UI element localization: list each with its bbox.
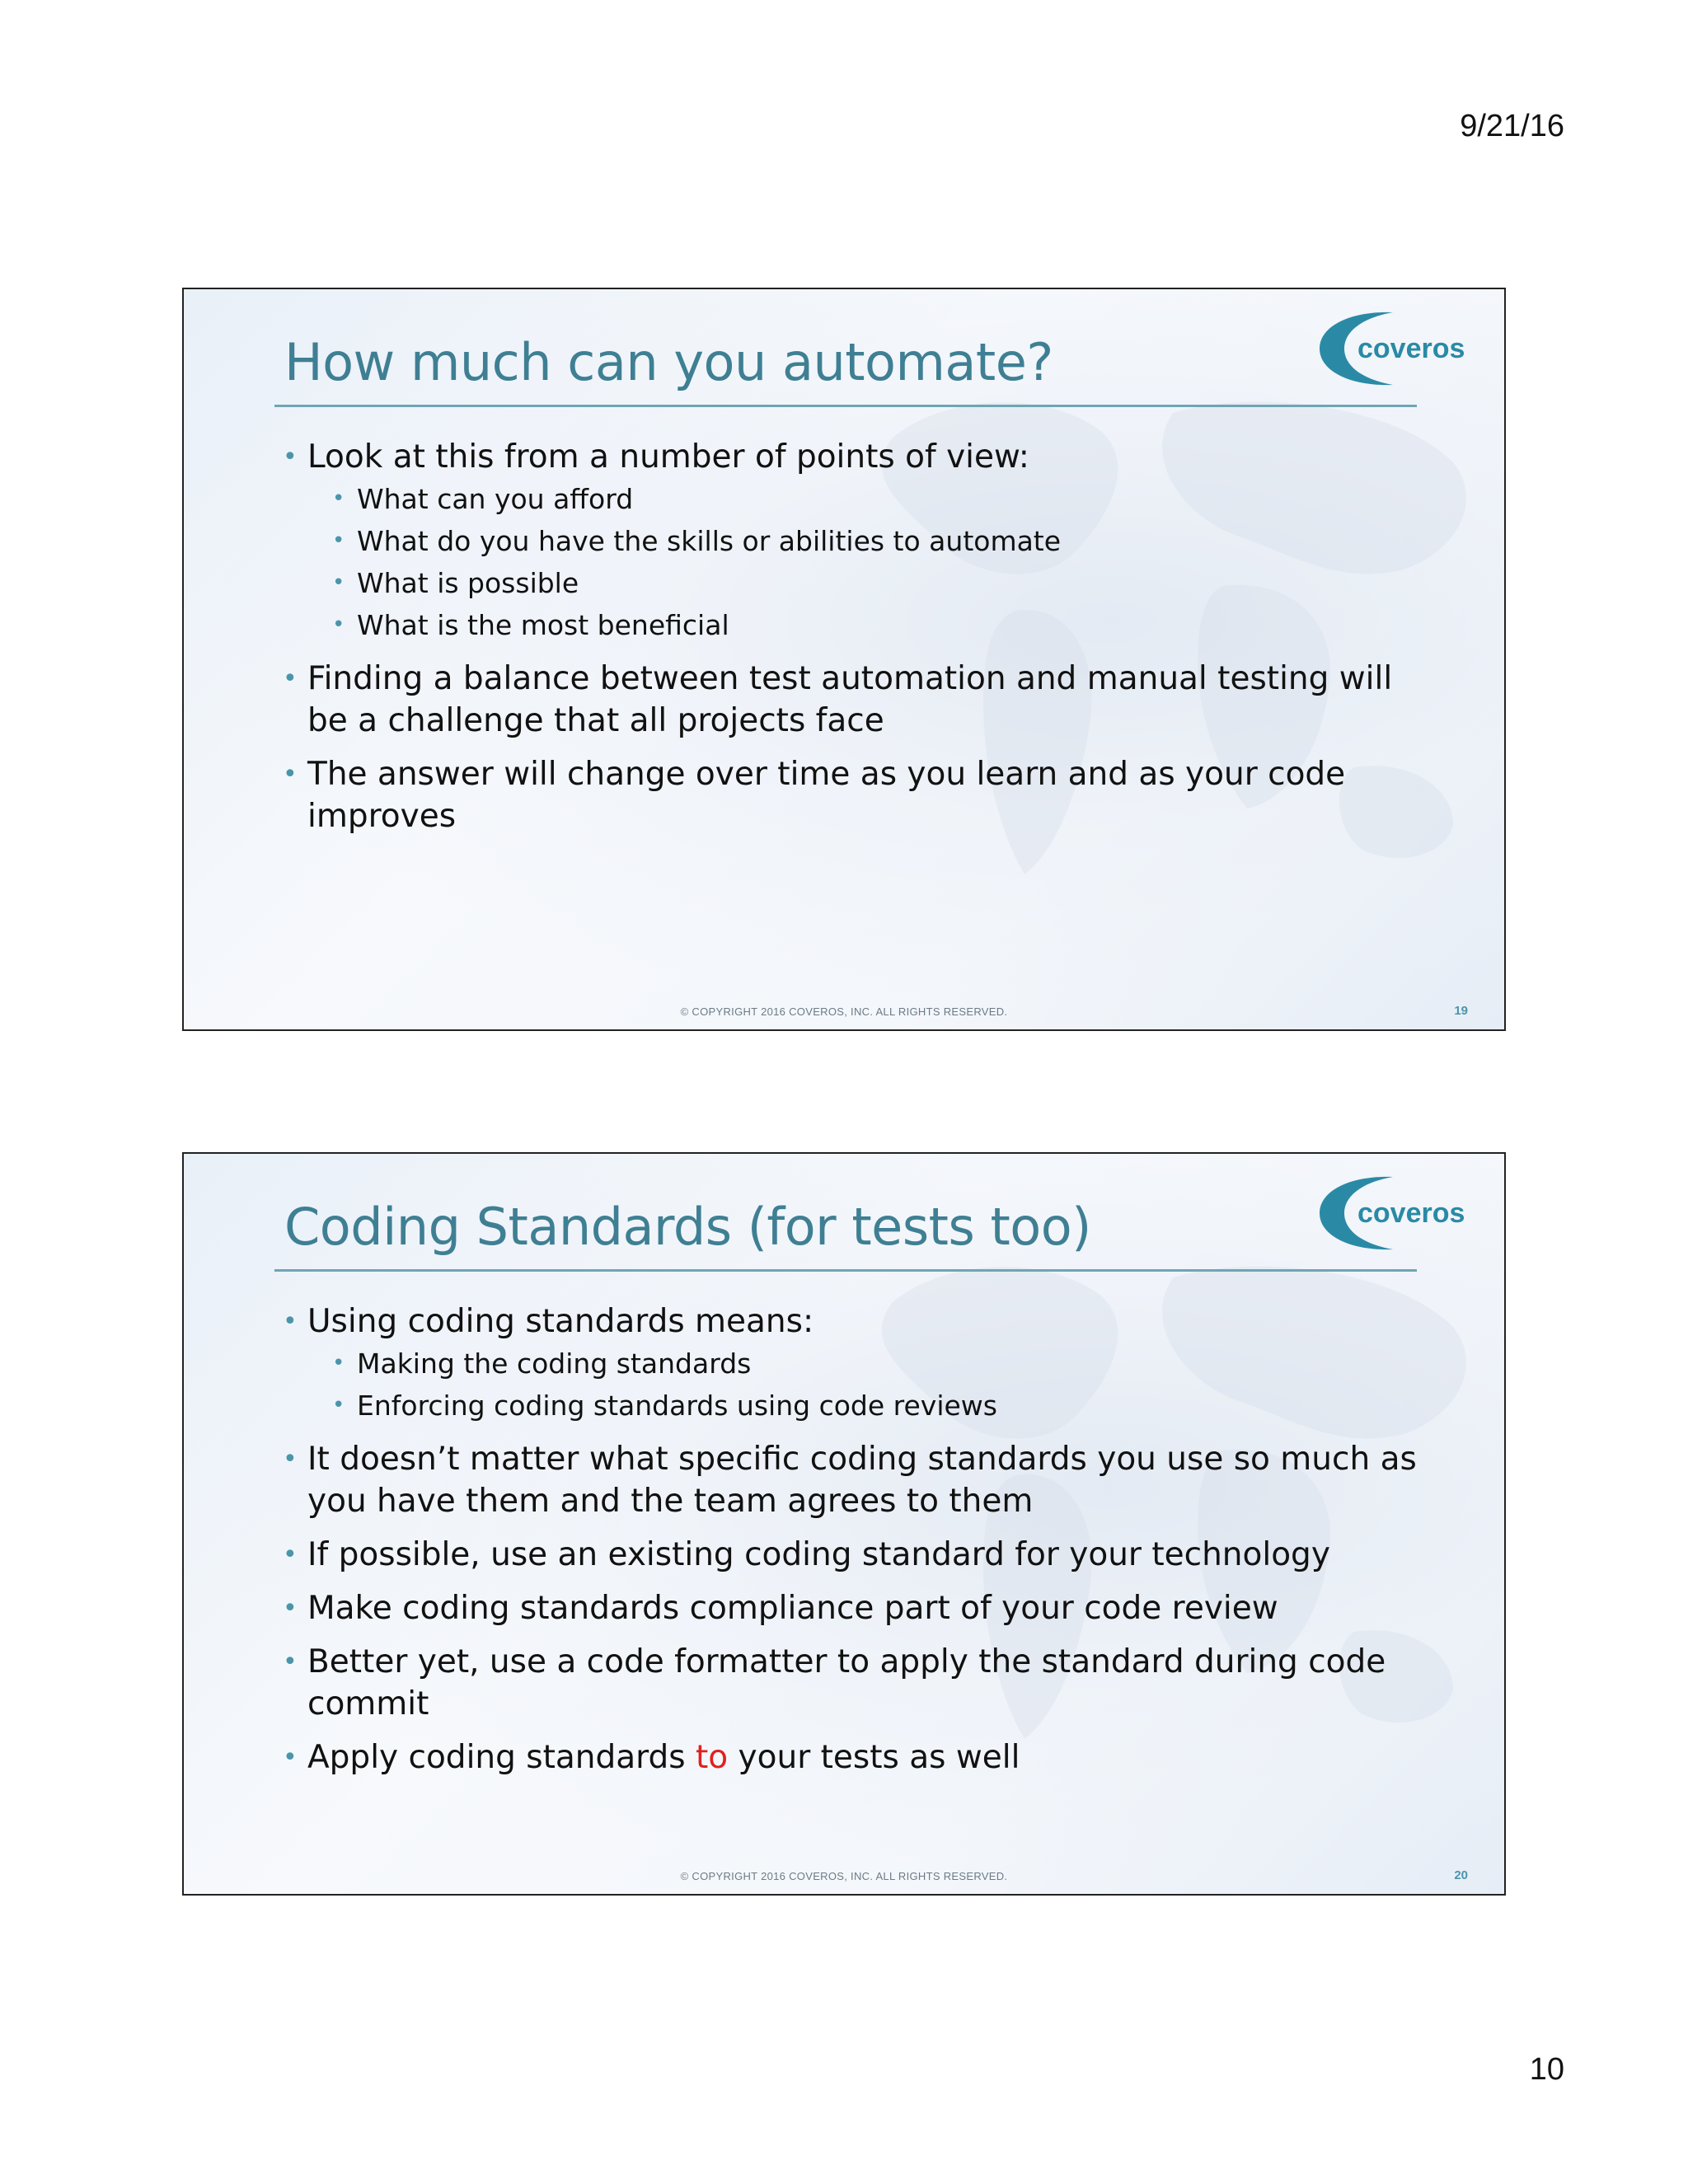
slide-number: 19 [1454,1004,1468,1018]
coveros-logo [1315,307,1479,390]
list-item: • It doesn’t matter what specific coding standards you use so much as you have them and the team agrees to them [274,1438,1420,1522]
bullet-list [274,436,1420,837]
slide-19 [182,288,1506,1031]
bullet-icon: • [332,1393,345,1418]
bullet-list [274,1301,1420,1779]
bullet-icon: • [283,1647,298,1676]
list-item: • Apply coding standards to your tests as well [274,1736,1420,1779]
svg-text:coveros: coveros [1357,1197,1465,1229]
page-number: 10 [1529,2052,1564,2087]
slide-title: Coding Standards (for tests too) [284,1197,1091,1257]
svg-text:coveros: coveros [1357,333,1465,364]
list-item: • What can you afford [274,478,1420,520]
slide-20 [182,1152,1506,1896]
bullet-icon: • [332,570,345,595]
bullet-icon: • [283,1743,298,1772]
bullet-icon: • [283,1445,298,1474]
bullet-icon: • [283,1594,298,1623]
bullet-icon: • [332,612,345,637]
list-item: • What is possible [274,562,1420,604]
list-item: • Using coding standards means: [274,1301,1420,1343]
slide-title: How much can you automate? [284,332,1053,392]
list-item: • The answer will change over time as you learn and as your code improves [274,753,1420,837]
bullet-icon: • [283,1307,298,1336]
list-item: • Make coding standards compliance part of your code review [274,1587,1420,1629]
slide-number: 20 [1454,1868,1468,1882]
list-item: • Look at this from a number of points of view: [274,436,1420,478]
list-item: • If possible, use an existing coding standard for your technology [274,1534,1420,1576]
slide-footer: © COPYRIGHT 2016 COVEROS, INC. ALL RIGHTS RESERVED. [680,1005,1008,1018]
coveros-logo [1315,1172,1479,1254]
list-item: • What do you have the skills or abilities to automate [274,520,1420,562]
bullet-icon: • [283,443,298,471]
list-item: • What is the most beneficial [274,604,1420,646]
title-underline [274,405,1417,407]
slide-footer: © COPYRIGHT 2016 COVEROS, INC. ALL RIGHTS RESERVED. [680,1870,1008,1882]
title-underline [274,1269,1417,1272]
list-item: • Better yet, use a code formatter to apply the standard during code commit [274,1641,1420,1725]
list-item: • Finding a balance between test automation and manual testing will be a challenge that all projects face [274,658,1420,742]
page-date: 9/21/16 [1460,109,1564,143]
bullet-icon: • [332,528,345,553]
highlighted-word: to [695,1739,729,1776]
bullet-icon: • [283,760,298,789]
list-item: • Enforcing coding standards using code reviews [274,1385,1420,1427]
bullet-icon: • [283,664,298,693]
bullet-icon: • [283,1540,298,1569]
list-item: • Making the coding standards [274,1343,1420,1385]
bullet-icon: • [332,486,345,511]
bullet-icon: • [332,1351,345,1376]
